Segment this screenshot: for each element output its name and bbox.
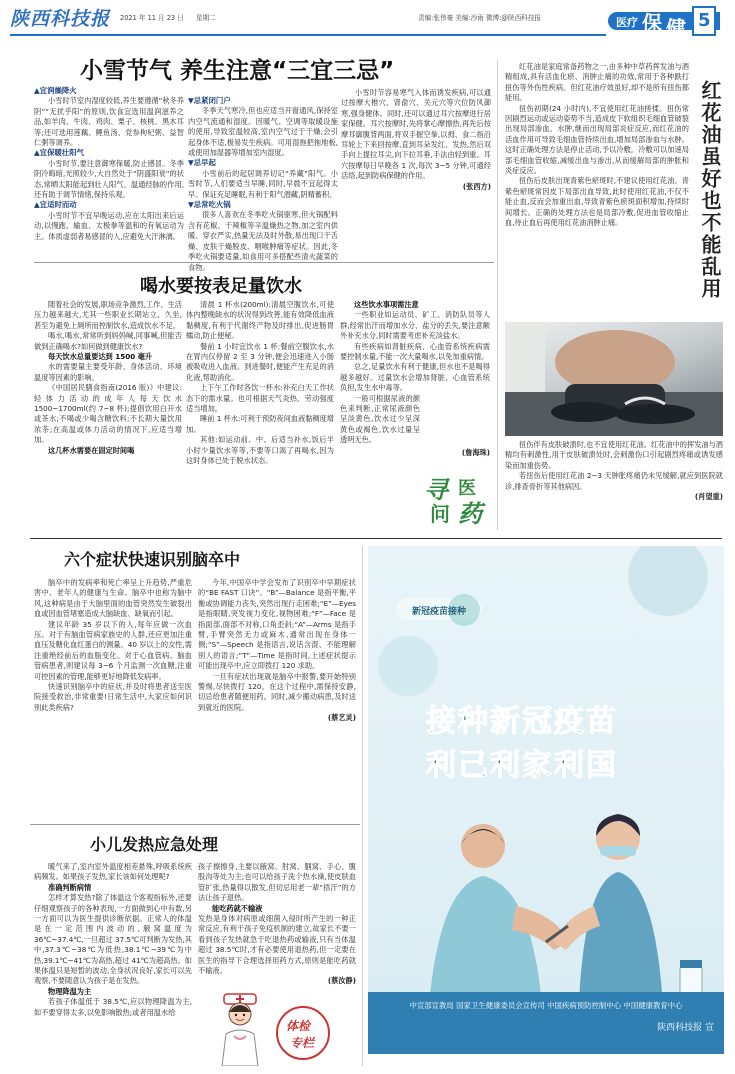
article5-bold-heading: 能吃药就不输液 — [212, 903, 263, 913]
stamp-text: 专栏 — [290, 1036, 315, 1050]
ad-badge — [412, 604, 466, 617]
article4-paragraph: 建议年龄 35 岁以下的人,每年应做一次血压。对于有脑血管病家族史的人群,还应更加注重血压及糖化血红蛋白的测量。40 岁以上的女性,需注重绝经前后的血脂变化。对于心血管病、脑血管病患者,则建议每 3~6 个月监测一次血糖,注重可控因素的管理,能够更好地降低发病率。 — [34, 619, 192, 681]
article1-col2 — [188, 96, 338, 273]
section-label-medical: 医疗 — [616, 16, 638, 29]
article2-paragraph: 水的需要量主要受年龄、身体活动、环境温度等因素的影响。 — [34, 362, 182, 382]
article5-title: 小儿发热应急处理 — [90, 835, 219, 854]
article1-paragraph: 小雪时节,要注意御寒保暖,防止感冒。冬季阴冷晦暗,光照较少,大自然处于“阴盛阳衰”的状态,常晒太阳能起到壮人阳气、温通经脉的作用,还有助于调节情绪,保持乐观。 — [34, 158, 184, 200]
article2-col1 — [34, 300, 182, 456]
ad-slogan-line1: 接种新冠疫苗 — [426, 704, 618, 739]
article3-title: 红花油虽好也不能乱用 — [698, 80, 722, 300]
article1-author: (张西方) — [462, 181, 491, 191]
article1-paragraph: 小雪时节容易寒气入体而诱发疾病,可以通过按摩大椎穴、肾俞穴、关元穴等穴位防风御寒,强身健体。同时,还可以通过耳穴按摩进行居家保健。耳穴按摩时,先将掌心摩擦热,再先后按摩耳廓腹背两面,将双手握空拳,以拇、食二指沿耳轮上下来回按摩,直到耳朵发红、发热,然后双手向上提拉耳尖,向下拉耳垂,手法由轻到重。耳穴按摩每日早晚各 1 次,每次 3~5 分钟,可通经活络,起到防病保健的作用。 — [341, 88, 491, 181]
article5-bold-heading: 物理降温为主 — [48, 986, 92, 996]
article2-author: (詹海珠) — [461, 447, 490, 457]
ad-badge-text: 新冠疫苗接种 — [412, 607, 467, 617]
issue-date: 2021 年 11 月 23 日 — [120, 14, 184, 22]
article2-paragraph: 总之,足量饮水有利于健康,但水也不是喝得越多越好。过量饮水会增加肾脏、心血管系统负担,发生水中毒等。 — [340, 362, 490, 393]
article2-paragraph: 喝水,喝水,常常听到妈妈喊,同事喊,但能否做到正确喝水?如何做到健康饮水? — [34, 331, 182, 351]
badge-char: 药 — [458, 500, 482, 528]
article3-paragraph: 若扭伤后使用红花油 2~3 天肿胀疼痛仍未见缓解,就应到医院就诊,排查骨折等其他病因。 — [505, 471, 723, 491]
article1-col3 — [341, 88, 491, 192]
divider — [34, 262, 494, 263]
article4-paragraph: 一旦有症状出现就是脑卒中报警,要开始特别警惕,尽快拨打 120。在这个过程中,需保持安静,切忌给患者随便用药。同时,减少搬动病患,及时送到就近的医院。 — [198, 671, 356, 712]
article2-bold-heading: 这几杯水需要在固定时间喝 — [48, 445, 135, 455]
article3-paragraph: 红花油是家庭常备药物之一,由多种中草药挥发油与酒精组成,具有活血化瘀、消肿止痛的功效,常用于各种跌打扭伤等外伤性疾病。但红花油疗效虽好,却不是所有扭伤都能用。 — [505, 62, 689, 103]
article1-paragraph: 冬季天气寒冷,但也应适当开窗通风,保持室内空气流通和湿度。因暖气、空调等取暖设施的使用,导致室温较高,室内空气过于干燥,会引起身体不适,极易发生疾病。可用湿拖把拖地板,或使用加湿器等增加室内湿度。 — [188, 106, 338, 158]
article1-subhead: ▲宜适时而动 — [34, 200, 77, 210]
article3-paragraph: 扭伤伴有皮肤破溃时,也不宜使用红花油。红花油中的挥发油与酒精均有刺激性,用于皮肤破溃处时,会刺激伤口引起剧烈疼痛或诱发感染而加重伤势。 — [505, 440, 723, 470]
article2-col2 — [186, 300, 334, 467]
article2-col3 — [340, 300, 490, 458]
article2-title: 喝水要按表足量饮水 — [140, 276, 302, 297]
badge-char: 问 — [430, 502, 450, 526]
article2-paragraph: 睡前 1 杯水:可利于预防夜间血液黏稠度增加。 — [186, 414, 334, 434]
article1-subhead: ▼忌紧闭门户 — [188, 96, 231, 105]
article1-col1 — [34, 86, 184, 242]
vaccine-ad — [368, 546, 724, 1054]
article2-paragraph: 其他:如运动前、中、后适当补水,饭后半小时少量饮水等等,不要等口渴了再喝水,因为这时身体已处于脱水状态。 — [186, 435, 334, 466]
divider — [497, 60, 498, 530]
article1-subhead: ▲宜保暖壮阳气 — [34, 148, 85, 158]
article1-paragraph: 小雪时节室内湿度较低,养生要遵循“秋冬养阴”“无扰乎阳”的原则,饮食宜选用温润滋养之品,如羊肉、牛肉、鸡肉、栗子、核桃、黑木耳等;还可选用莲藕、鲤鱼汤、党参枸杞粥、益智仁粥等调养。 — [34, 96, 184, 148]
section-tab — [608, 4, 720, 40]
article3-bottom — [505, 440, 723, 502]
ad-sponsors: 中宣部宣教局 国家卫生健康委员会宣传司 中国疾病预防控制中心 中国健康教育中心 — [409, 1001, 683, 1010]
article2-paragraph: 餐前 1 小时宜饮水 1 杯:餐前空腹饮水,水在胃内仅停留 2 至 3 分钟,便会迅速进入小肠被吸收进入血液。到进餐时,便能产生充足的消化液,帮助消化。 — [186, 341, 334, 382]
article2-bold-heading: 每天饮水总量要达到 1500 毫升 — [48, 352, 153, 362]
article5-col1 — [34, 862, 192, 1018]
divider — [362, 546, 363, 1066]
article3-paragraph: 扭伤后皮肤出现青紫色瘀斑时,不建议使用红花油。青紫色瘀斑常因皮下局部出血导致,此时使用红花油,不仅不能止血,反而会加重出血,导致青紫色瘀斑面积增加,持续时间增长。正确的处理方法也是局部冷敷,促进血管收缩止血,待止血后再使用红花油消肿止痛。 — [505, 176, 689, 228]
editor-credits: 责编:张伟豪 美编:沙雨 微博:@陕西科技报 — [418, 14, 541, 22]
badge-char: 寻 — [424, 476, 448, 504]
article2-paragraph: 上下午工作时各饮一杯水:补充白天工作状态下的需水量。也可根据天气炎热、劳动强度适当增加。 — [186, 383, 334, 414]
article1-subhead: ▼忌常吃火锅 — [188, 200, 231, 210]
article5-paragraph: 怎样才算发热?除了体温这个客观指标外,还要仔细观察孩子的各种表现,一方面做到心中有数,另一方面可以为医生提供诊断依据。正常人的体温是在一定范围内波动的,腋窝温度为 36℃~37.4℃,一旦超过 37.5℃可判断为发热,其中,37.3℃~38℃为低热,38.1℃~39℃为中热,39.1℃~41℃为高热,超过 41℃为超高热。如果体温只是短暂的波动,全身状况良好,家长可以先观察,不要随意认为孩子是在发热。 — [34, 893, 192, 986]
stamp-text: 体检 — [286, 1019, 311, 1033]
ad-publisher: 陕西科技报 宣 — [657, 1023, 714, 1033]
issue-weekday: 星期二 — [196, 14, 216, 22]
article2-paragraph: 随着社会的发展,职场竞争激烈,工作、生活压力越来越大,尤其一些职业长期站立、久坐,甚至为避免上厕所而控制饮水,造成饮水不足。 — [34, 300, 182, 330]
article5-paragraph: 孩子擦擦身,主要以腋窝、肘窝、腘窝、手心、腹股沟等处为主;也可以给孩子洗个热水澡,使皮肤血管扩张,热量得以散发,但切忌用老一辈“捂汗”的方法让孩子退热。 — [198, 862, 356, 903]
article5-col2 — [198, 862, 356, 986]
article3-author: (肖望重) — [694, 492, 723, 502]
divider — [30, 824, 360, 825]
article5-bold-heading: 准确判断病情 — [48, 882, 92, 892]
article3-paragraph: 扭伤初期(24 小时内),不宜使用红花油搓揉。扭伤常因剧烈运动或运动姿势不当,造成皮下软组织毛细血管破裂出现局部渗血、水肿,继而出现局部炎症反应,而红花油的活血作用可导致毛细血管持续出血,增加局部渗血与水肿。这时正确处理方法是停止活动,予以冷敷。冷敷可以加速局部毛细血管收缩,减缓出血与渗出,从而缓解局部的肿胀和炎症反应。 — [505, 103, 689, 176]
article5-paragraph: 暖气来了,室内室外温度相差悬殊,呼吸系统疾病频发。如果孩子发热,家长该如何处理呢? — [34, 862, 192, 882]
article5-author: (蔡汝静) — [327, 976, 356, 986]
article1-title: 小雪节气 养生注意“三宜三忌” — [80, 58, 395, 84]
page-number: 5 — [698, 10, 711, 31]
masthead-rule — [10, 34, 606, 36]
masthead — [0, 0, 735, 46]
article4-title: 六个症状快速识别脑卒中 — [64, 550, 241, 569]
article4-col2 — [198, 578, 356, 723]
article1-subhead: ▼忌早起 — [188, 158, 216, 168]
article4-paragraph: 今年,中国卒中学会发布了识别卒中早期症状的“BE FAST 口诀”。“B”—Balance 是指平衡,平衡或协调能力丧失,突然出现行走困难;“E”—Eyes 是指眼睛,突发视力变化,视物困难;“F”—Face 是指面部,面部不对称,口角歪斜;“A”—Arms 是指手臂,手臂突然无力或麻木,通常出现在身体一侧;“S”—Speech 是指语言,说话含混、不能理解别人的语言;“T”—Time 是指时间,上述症状提示可能出现卒中,应立即拨打 120 求助。 — [198, 578, 356, 671]
clinic-qa-badge — [424, 470, 494, 528]
masthead-title: 陕西科技报 — [10, 8, 111, 30]
badge-char: 医 — [458, 478, 476, 499]
article4-author: (蔡艺灵) — [327, 713, 356, 723]
section-label-jian: 健 — [666, 16, 686, 40]
article2-paragraph: 一般可根据尿液的颜色来判断,正常尿液颜色呈淡黄色,饮水过少呈深黄色或褐色,饮水过量呈透明无色。 — [340, 393, 420, 445]
article4-col1 — [34, 578, 192, 713]
article1-paragraph: 小雪时节不宜早晚运动,应在太阳出来后运动,以慢跑、输血、太极拳等温和的有氧运动为主。体质虚弱者易感冒的人,应避免大汗淋漓。 — [34, 210, 184, 241]
article1-subhead: ▲宜润燥降火 — [34, 86, 77, 95]
article2-paragraph: 有些疾病如肾脏疾病、心血管系统疾病需要控制水量,不能一次大量喝水,以免加重病情。 — [340, 341, 490, 362]
article2-paragraph: 《中国居民膳食指南(2016 版)》中建议:轻体力活动的成年人每天饮水 1500~1700ml(约 7~8 杯);提倡饮用白开水或茶水;不喝或少喝含糖饮料;不长期大量饮用浓茶;在高温或体力活动的情况下,应适当增加。 — [34, 383, 182, 445]
article1-paragraph: 很多人喜欢在冬季吃火锅驱寒,但火锅配料含有花椒、干辣椒等辛温燥热之物,加之室内供暖、穿衣严实,热量无法及时外散,易出现口干舌燥、皮肤干燥脱皮、咽喉肿痛等症状。因此,冬季吃火锅要适量,如食用可多搭配些清火蔬菜的食物。 — [188, 210, 338, 272]
article1-paragraph: 小雪前后的起居调养切记“养藏”阳气。小雪时节,人们要适当早睡,同时,早晨不宜起得太早。保证充足睡眠,有利于阳气潜藏,阴精蓄积。 — [188, 168, 338, 199]
shoelace-photo — [505, 322, 723, 436]
article5-paragraph: 若孩子体温低于 38.5℃,应以物理降温为主,如不要穿得太多,以免影响散热;或者用温水给 — [34, 997, 192, 1017]
article2-bold-heading: 这些饮水事项需注意 — [354, 300, 419, 309]
article2-paragraph: 清晨 1 杯水(200ml):清晨空腹饮水,可使体内整晚缺水的状况得到改善,能有效降低血液黏稠度,有利于代谢终产物及时排出,促进肠胃蠕动,防止便秘。 — [186, 300, 334, 341]
article3-top — [505, 62, 689, 229]
article4-paragraph: 脑卒中的发病率和死亡率呈上升趋势,严重危害中、老年人的健康与生命。脑卒中也称为脑中风,这种病是由于大脑里面的血管突然发生破裂出血或因血管堵塞造成大脑缺血、缺氧而引起。 — [34, 578, 192, 619]
ad-slogan-line2: 利己利家利国 — [426, 748, 618, 783]
nurse-illustration — [210, 990, 270, 1066]
section-label-bao: 保 — [642, 11, 662, 35]
checkup-column-stamp — [276, 1006, 330, 1060]
section-divider — [30, 538, 722, 539]
article2-paragraph: 一些职业如运动员、矿工、消防队员等人群,经常出汗而增加水分、盐分的丢失,要注意额外补充水分,同时需要考虑补充淡盐水。 — [340, 310, 490, 341]
article4-paragraph: 快速识别脑卒中的症状,并及时将患者送至医院接受救治,非常重要!日常生活中,大家应如何识别此类疾病? — [34, 682, 192, 712]
article5-paragraph: 发热是身体对病原或细菌入侵时所产生的一种正常反应,有利于孩子免疫机制的建立,故家长不要一看到孩子发热就急于吃退热药或输液,只有当体温超过 38.5℃时,才有必要使用退热药,但一定要在医生的指导下合理选择用药方式,原则是能吃药就不输液。 — [198, 914, 356, 976]
